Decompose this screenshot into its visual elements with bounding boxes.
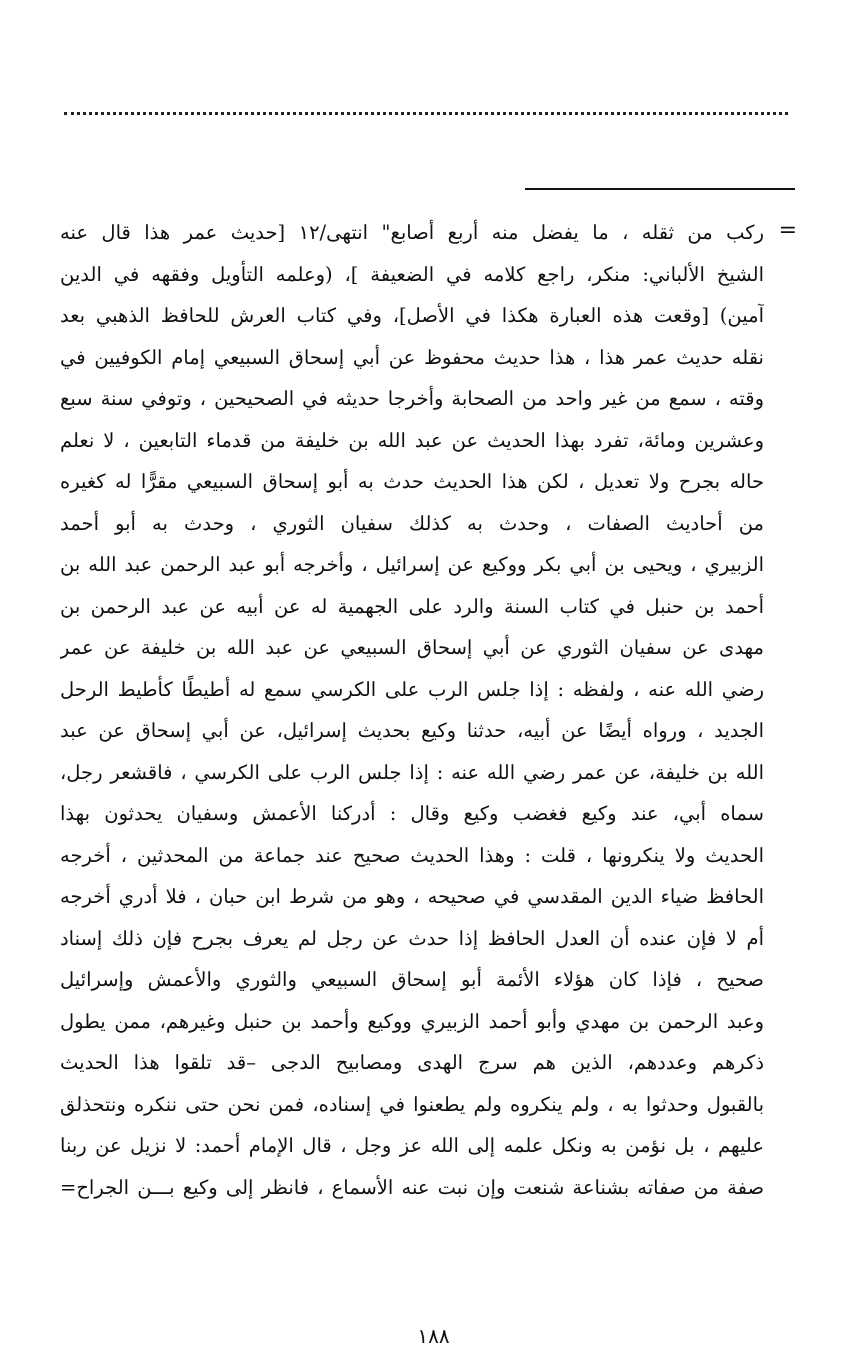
footnote-line: الزبيري ، ويحيى بن أبي بكر ووكيع عن إسرائيل ، وأخرجه أبو عبد الرحمن عبد الله بن bbox=[60, 553, 764, 576]
footnote-line: الله بن خليفة، عن عمر رضي الله عنه : إذا جلس الرب على الكرسي ، فاقشعر رجل، bbox=[60, 760, 764, 784]
footnote-line: رضي الله عنه ، ولفظه : إذا جلس الرب على الكرسي سمع له أطيطًا كأطيط الرحل bbox=[60, 677, 764, 701]
footnote-line: الحديث ولا ينكرونها ، قلت : وهذا الحديث صحيح عند جماعة من المحدثين ، أخرجه bbox=[60, 843, 764, 867]
footnote-line: أحمد بن حنبل في كتاب السنة والرد على الجهمية له عن أبيه عن عبد الرحمن بن bbox=[60, 594, 764, 618]
footnote-line: الشيخ الألباني: منكر، راجع كلامه في الضعيفة ]، (وعلمه التأويل وفقهه في الدين bbox=[60, 262, 764, 286]
footnote-line: من أحاديث الصفات ، وحدث به كذلك سفيان الثوري ، وحدث به أبو أحمد bbox=[60, 511, 764, 535]
footnote-line: آمين) [وقعت هذه العبارة هكذا في الأصل]، وفي كتاب العرش للحافظ الذهبي بعد bbox=[60, 304, 764, 327]
footnote-line: عليهم ، بل نؤمن به ونكل علمه إلى الله عز وجل ، قال الإمام أحمد: لا نزيل عن ربنا bbox=[60, 1134, 764, 1157]
footnote-separator-rule bbox=[525, 188, 795, 190]
footnote-line: وقته ، سمع من غير واحد من الصحابة وأخرجا حديثه في الصحيحين ، وتوفي سنة سبع bbox=[60, 387, 764, 410]
footnote-line: ذكرهم وعددهم، الذين هم سرج الهدى ومصابيح الدجى –قد تلقوا هذا الحديث bbox=[60, 1051, 764, 1074]
footnote-line: حاله بجرح ولا تعديل ، لكن هذا الحديث حدث به أبو إسحاق السبيعي مقرًّا له كغيره bbox=[60, 470, 764, 493]
footnote-line: أم لا فإن عنده أن العدل الحافظ إذا حدث عن رجل لم يعرف بجرح فإن ذلك إسناد bbox=[60, 926, 764, 950]
footnote-continuation-marker: = bbox=[778, 218, 797, 243]
footnote-line: وعبد الرحمن بن مهدي وأبو أحمد الزبيري ووكيع وأحمد بن حنبل وغيرهم، ممن يطول bbox=[60, 1009, 764, 1033]
footnote-text bbox=[60, 212, 764, 1208]
section-separator-dotted-rule bbox=[64, 112, 788, 115]
footnote-line: بالقبول وحدثوا به ، ولم ينكروه ولم يطعنوا في إسناده، فمن نحن حتى ننكره ونتحذلق bbox=[60, 1092, 764, 1116]
footnote-line: ركب من ثقله ، ما يفضل منه أربع أصابع" انتهى/١٢ [حديث عمر هذا قال عنه bbox=[60, 221, 764, 244]
footnote-line: نقله حديث عمر هذا ، هذا حديث محفوظ عن أبي إسحاق السبيعي إمام الكوفيين في bbox=[60, 345, 764, 369]
footnote-line: صحيح ، فإذا كان هؤلاء الأئمة أبو إسحاق السبيعي والثوري والأعمش وإسرائيل bbox=[60, 968, 764, 991]
page-number: ١٨٨ bbox=[417, 1324, 450, 1348]
footnote-line: صفة من صفاته بشناعة شنعت وإن نبت عنه الأسماع ، فانظر إلى وكيع بـــن الجراح= bbox=[60, 1175, 764, 1199]
footnote-line: الحافظ ضياء الدين المقدسي في صحيحه ، وهو من شرط ابن حبان ، فلا أدري أخرجه bbox=[60, 885, 764, 908]
footnote-line: وعشرين ومائة، تفرد بهذا الحديث عن عبد الله بن خليفة من قدماء التابعين ، لا نعلم bbox=[60, 428, 764, 452]
footnote-line: سماه أبي، عند وكيع فغضب وكيع وقال : أدركنا الأعمش وسفيان يحدثون بهذا bbox=[60, 802, 764, 825]
footnote-line: مهدى عن سفيان الثوري عن أبي إسحاق السبيعي عن عبد الله بن خليفة عن عمر bbox=[60, 636, 764, 659]
footnote-line: الجديد ، ورواه أيضًا عن أبيه، حدثنا وكيع بحديث إسرائيل، عن أبي إسحاق عن عبد bbox=[60, 719, 764, 742]
